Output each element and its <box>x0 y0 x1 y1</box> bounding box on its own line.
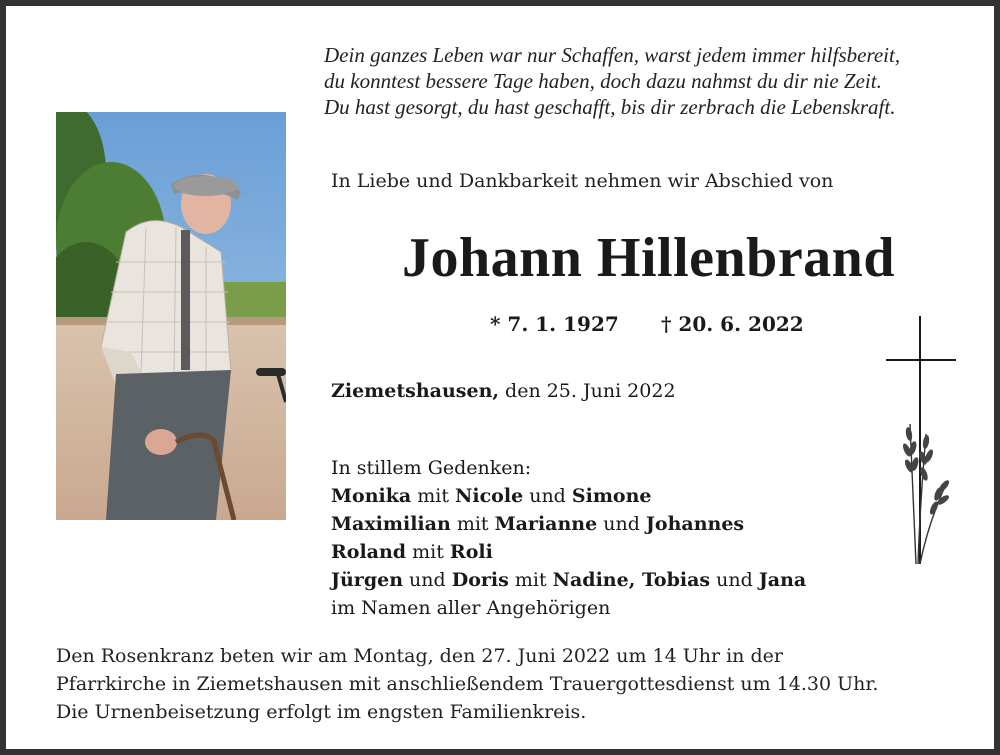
mourner-line <box>331 510 806 538</box>
mourner-name: Simone <box>571 485 652 507</box>
mourner-name: Johannes <box>645 513 745 535</box>
mourner-name: Doris <box>451 569 509 591</box>
mourners-list <box>331 454 806 622</box>
mourner-name: Roland <box>331 541 407 563</box>
place: Ziemetshausen, <box>331 380 499 402</box>
place-date-line <box>331 380 676 402</box>
mourner-line <box>331 538 806 566</box>
mourner-name: Maximilian <box>331 513 451 535</box>
poem <box>324 42 984 120</box>
death-date: † 20. 6. 2022 <box>661 312 804 336</box>
mourner-line <box>331 566 806 594</box>
mourner-connector: mit <box>406 541 450 563</box>
mourner-name: Jürgen <box>331 569 404 591</box>
service-line: Den Rosenkranz beten wir am Montag, den 27. Juni 2022 um 14 Uhr in der <box>56 645 783 667</box>
mourner-connector: mit <box>508 569 553 591</box>
portrait-illustration <box>56 112 286 520</box>
deceased-name: Johann Hillenbrand <box>402 227 895 289</box>
poem-line: Du hast gesorgt, du hast geschafft, bis dir zerbrach die Lebenskraft. <box>324 95 896 119</box>
mourner-name: Marianne <box>494 513 598 535</box>
mourners-footer: im Namen aller Angehörigen <box>331 597 611 619</box>
mourner-connector: und <box>403 569 452 591</box>
mourners-heading: In stillem Gedenken: <box>331 457 532 479</box>
service-line: Die Urnenbeisetzung erfolgt im engsten Familienkreis. <box>56 701 587 723</box>
cross-drawing <box>880 314 960 569</box>
portrait-photo <box>56 112 286 520</box>
mourner-connector: mit <box>411 485 456 507</box>
poem-line: du konntest bessere Tage haben, doch dazu nahmst du dir nie Zeit. <box>324 69 882 93</box>
mourner-connector: mit <box>450 513 495 535</box>
mourner-name: Jana <box>758 569 807 591</box>
date: den 25. Juni 2022 <box>499 380 676 402</box>
birth-date: * 7. 1. 1927 <box>490 312 619 336</box>
mourner-connector: und <box>523 485 572 507</box>
service-info <box>56 642 986 726</box>
mourner-connector: und <box>710 569 759 591</box>
mourner-name: Monika <box>331 485 412 507</box>
intro-text: In Liebe und Dankbarkeit nehmen wir Abschied von <box>331 170 834 192</box>
mourner-line <box>331 482 806 510</box>
mourner-name: Nicole <box>455 485 524 507</box>
mourner-connector: und <box>597 513 646 535</box>
service-line: Pfarrkirche in Ziemetshausen mit anschließendem Trauergottesdienst um 14.30 Uhr. <box>56 673 879 695</box>
mourner-name: Roli <box>449 541 493 563</box>
mourner-name: Nadine, Tobias <box>552 569 711 591</box>
poem-line: Dein ganzes Leben war nur Schaffen, warst jedem immer hilfsbereit, <box>324 43 901 67</box>
cross-with-wheat-icon <box>880 314 960 573</box>
